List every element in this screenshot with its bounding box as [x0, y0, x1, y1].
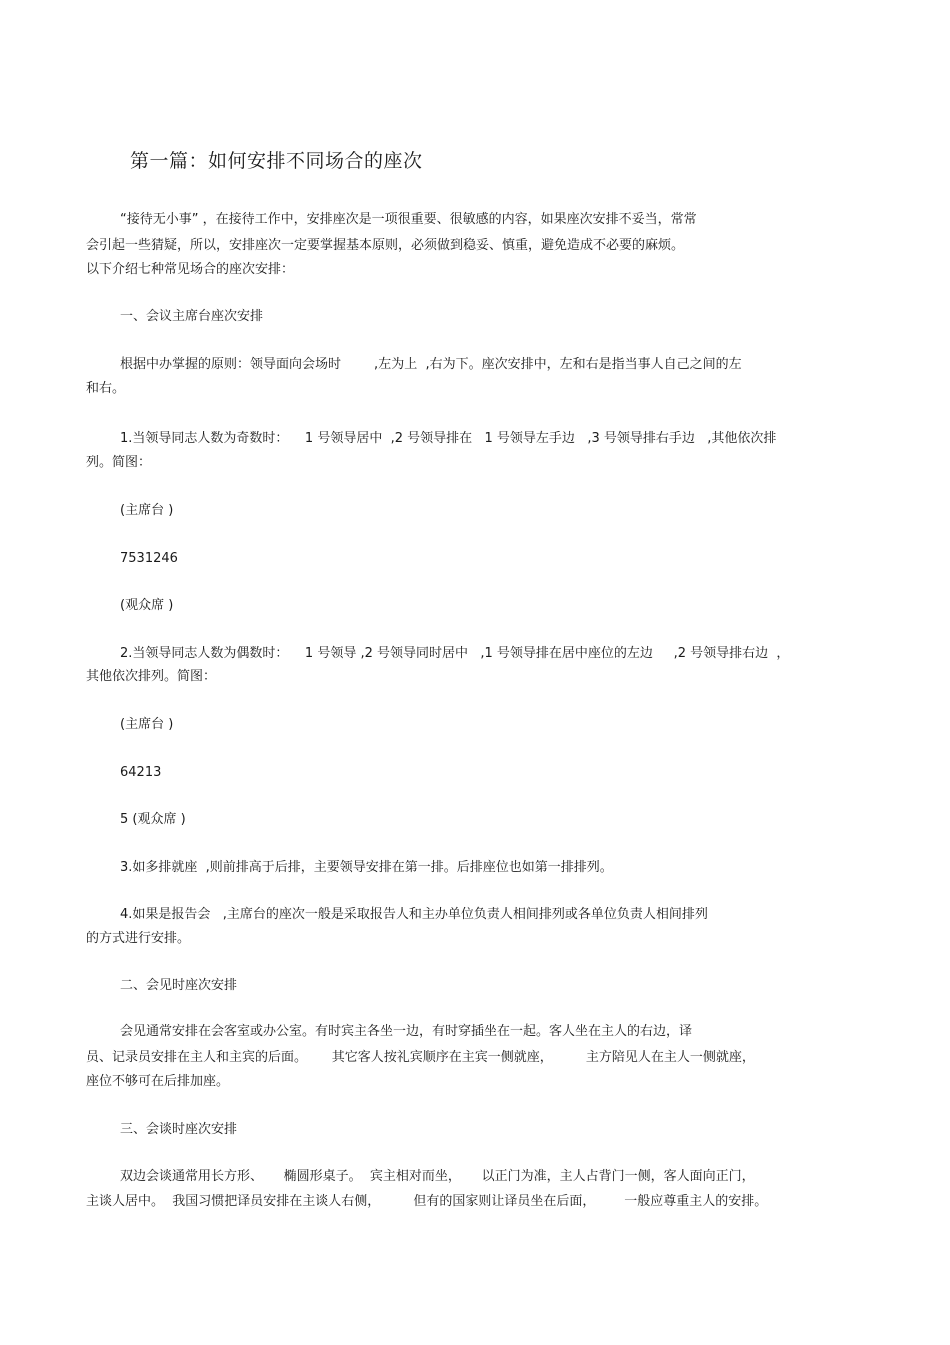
section2-heading: 二、会见时座次安排 [120, 978, 238, 993]
section1-report-line-2: 的方式进行安排。 [86, 931, 191, 946]
section2-body-line-1: 会见通常安排在会客室或办公室。有时宾主各坐一边，有时穿插坐在一起。客人坐在主人的右边，译 [120, 1024, 693, 1039]
section1-multi-row: 3.如多排就座 ,则前排高于后排，主要领导安排在第一排。后排座位也如第一排排列。 [120, 860, 613, 875]
section2-body-line-2: 员、记录员安排在主人和主宾的后面。 其它客人按礼宾顺序在主宾一侧就座， 主方陪见人在主人一侧就座， [86, 1050, 755, 1065]
even-stage-label: (主席台 ) [120, 717, 174, 732]
section1-odd-line-2: 列。简图： [86, 455, 152, 470]
intro-line-3: 以下介绍七种常见场合的座次安排： [86, 262, 295, 277]
section3-heading: 三、会谈时座次安排 [120, 1122, 238, 1137]
section3-body-line-2: 主谈人居中。 我国习惯把译员安排在主谈人右侧， 但有的国家则让译员坐在后面， 一般应尊重主人的安排。 [86, 1194, 768, 1209]
section3-body-line-1: 双边会谈通常用长方形、 椭圆形桌子。 宾主相对而坐， 以正门为准，主人占背门一侧，客人面向正门， [120, 1169, 755, 1184]
even-seat-order: 64213 [120, 765, 162, 780]
section1-report-line-1: 4.如果是报告会 ,主席台的座次一般是采取报告人和主办单位负责人相间排列或各单位负责人相间排列 [120, 907, 708, 922]
section1-principle-line-2: 和右。 [86, 381, 126, 396]
odd-audience-label: (观众席 ) [120, 598, 174, 613]
section1-heading: 一、会议主席台座次安排 [120, 309, 264, 324]
section2-body-line-3: 座位不够可在后排加座。 [86, 1074, 230, 1089]
section1-odd-line-1: 1.当领导同志人数为奇数时： 1 号领导居中 ,2 号领导排在 1 号领导左手边 ,3 号领导排右手边 ,其他依次排 [120, 431, 777, 446]
document-title: 第一篇：如何安排不同场合的座次 [130, 150, 423, 172]
even-audience-label: 5 (观众席 ) [120, 812, 186, 827]
section1-principle-line-1: 根据中办掌握的原则：领导面向会场时 ,左为上 ,右为下。座次安排中，左和右是指当事人自己之间的左 [120, 357, 742, 372]
odd-seat-order: 7531246 [120, 551, 178, 566]
section1-even-line-2: 其他依次排列。简图： [86, 669, 217, 684]
intro-line-2: 会引起一些猜疑，所以，安排座次一定要掌握基本原则，必须做到稳妥、慎重，避免造成不必要的麻烦。 [86, 238, 685, 253]
intro-line-1: “接待无小事” ，在接待工作中，安排座次是一项很重要、很敏感的内容，如果座次安排不妥当，常常 [120, 212, 697, 227]
section1-even-line-1: 2.当领导同志人数为偶数时： 1 号领导 ,2 号领导同时居中 ,1 号领导排在居中座位的左边 ,2 号领导排右边 ， [120, 646, 790, 661]
odd-stage-label: (主席台 ) [120, 503, 174, 518]
